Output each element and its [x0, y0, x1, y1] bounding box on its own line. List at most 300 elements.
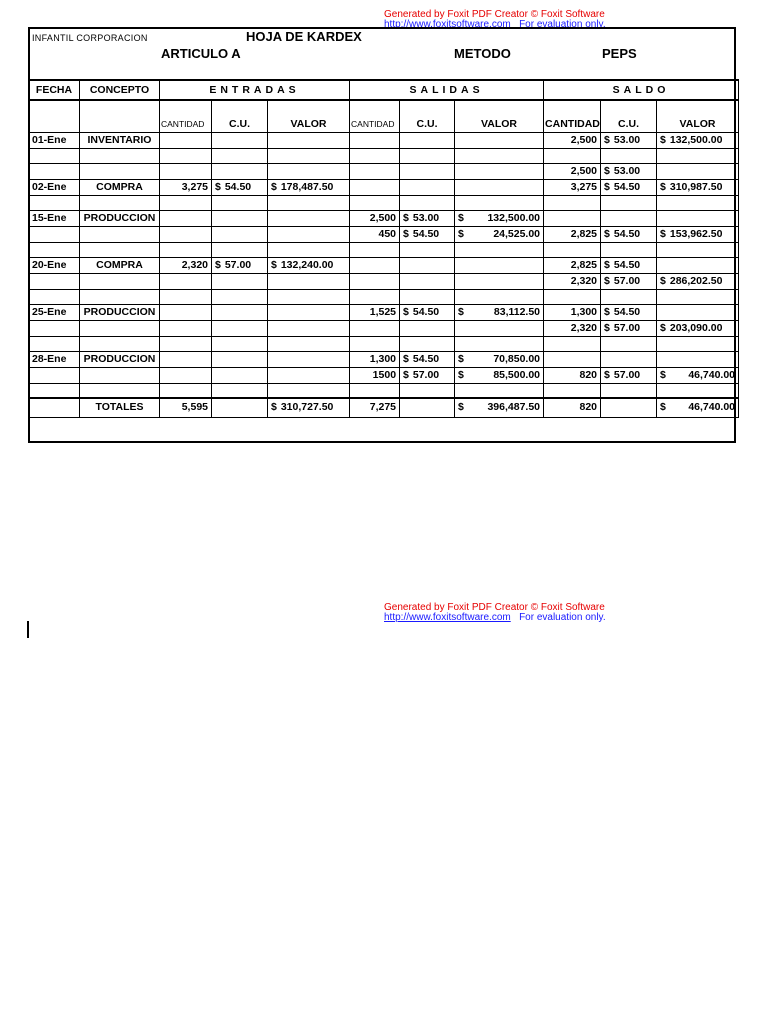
cell-out-cantidad: 2,500: [350, 210, 400, 226]
cell-in-valor: [268, 163, 350, 179]
cell-in-cantidad: [160, 210, 212, 226]
currency-sign: $: [403, 227, 409, 240]
cell-fecha: [29, 148, 80, 163]
table-row: [29, 367, 739, 383]
cell-s-valor: [657, 195, 739, 210]
amount: 85,500.00: [493, 368, 541, 381]
cell-s-cantidad: 2,825: [544, 257, 601, 273]
cell-out-cantidad: [350, 289, 400, 304]
cell-out-cu: [400, 257, 455, 273]
amount: 57.00: [613, 321, 641, 334]
cell-out-cu: [400, 273, 455, 289]
currency-sign: $: [215, 258, 221, 271]
cell-out-cantidad: [350, 179, 400, 195]
cell-concepto: [80, 148, 160, 163]
cell-out-cantidad: [350, 320, 400, 336]
table-row: [29, 163, 739, 179]
cell-out-cantidad: [350, 163, 400, 179]
amount: 57.00: [613, 274, 641, 287]
cell-concepto: PRODUCCION: [80, 210, 160, 226]
cell-s-valor: [657, 132, 739, 148]
amount: 46,740.00: [688, 401, 736, 414]
amount: 54.50: [613, 258, 641, 271]
cell-s-valor: [657, 289, 739, 304]
amount: 286,202.50: [669, 274, 723, 287]
page-title: HOJA DE KARDEX: [246, 29, 362, 44]
currency-sign: $: [660, 180, 666, 193]
header-blank: [80, 100, 160, 132]
cell-s-valor: [657, 226, 739, 242]
amount: 203,090.00: [669, 321, 723, 334]
cell-in-valor: [268, 132, 350, 148]
cell-out-cu: [400, 195, 455, 210]
cell-in-cantidad: [160, 148, 212, 163]
totals-label: TOTALES: [80, 398, 160, 417]
cell-s-valor: [657, 148, 739, 163]
cell-in-cu: [212, 351, 268, 367]
cell-in-cantidad: [160, 195, 212, 210]
cell-fecha: [29, 163, 80, 179]
cell-in-cu: [212, 257, 268, 273]
cell-out-cu: [400, 320, 455, 336]
cell-s-cantidad: [544, 148, 601, 163]
header-row-groups: [29, 80, 739, 100]
cell-in-valor: [268, 320, 350, 336]
cell-s-cu: [601, 320, 657, 336]
cell-in-cu: [212, 195, 268, 210]
currency-sign: $: [604, 164, 610, 177]
cell-fecha: 02-Ene: [29, 179, 80, 195]
cell-s-cu: [601, 336, 657, 351]
cell-in-valor: [268, 148, 350, 163]
cell-in-cantidad: [160, 132, 212, 148]
amount: 310,987.50: [669, 180, 723, 193]
cell-in-cantidad: [160, 289, 212, 304]
amount: 178,487.50: [280, 180, 334, 193]
amount: 53.00: [613, 164, 641, 177]
cell-out-cu: [400, 242, 455, 257]
amount: 132,240.00: [280, 258, 334, 271]
cell-s-cu: [601, 257, 657, 273]
currency-sign: $: [604, 321, 610, 334]
cell-s-cantidad: 2,320: [544, 273, 601, 289]
currency-sign: $: [403, 352, 409, 365]
cell-fecha: [29, 242, 80, 257]
cell-s-cantidad: [544, 195, 601, 210]
currency-sign: $: [604, 368, 610, 381]
cell-in-valor: [268, 210, 350, 226]
cell-in-cu: [212, 226, 268, 242]
watermark-note: For evaluation only.: [519, 612, 606, 623]
watermark-note: For evaluation only.: [519, 19, 606, 30]
cell-fecha: [29, 273, 80, 289]
amount: 53.00: [613, 133, 641, 146]
col-in-cantidad: CANTIDAD: [160, 100, 212, 132]
cell-out-cu: [400, 304, 455, 320]
cell-out-valor: [455, 179, 544, 195]
currency-sign: $: [660, 368, 666, 381]
cell-s-cu: [601, 179, 657, 195]
cell-out-cu: [400, 210, 455, 226]
cell-in-cantidad: [160, 367, 212, 383]
totals-s-valor: [657, 398, 739, 417]
header-row-fields: [29, 100, 739, 132]
cell-concepto: PRODUCCION: [80, 304, 160, 320]
cell-in-cantidad: [160, 351, 212, 367]
cell-in-valor: [268, 257, 350, 273]
article-label: ARTICULO A: [161, 46, 241, 61]
cell-s-cantidad: 1,300: [544, 304, 601, 320]
company-name: INFANTIL CORPORACION: [32, 33, 148, 43]
table-row: [29, 195, 739, 210]
cell-s-valor: [657, 242, 739, 257]
watermark-line: Generated by Foxit PDF Creator © Foxit Software: [384, 9, 605, 20]
currency-sign: $: [403, 305, 409, 318]
cell-in-valor: [268, 351, 350, 367]
cell-out-cantidad: 450: [350, 226, 400, 242]
cell-s-valor: [657, 336, 739, 351]
cell-in-cu: [212, 273, 268, 289]
cell-s-cantidad: [544, 242, 601, 257]
cell-fecha: [29, 320, 80, 336]
col-out-cantidad: CANTIDAD: [350, 100, 400, 132]
cell-s-cantidad: 2,825: [544, 226, 601, 242]
watermark-link-line: [384, 613, 606, 623]
col-s-cu: C.U.: [601, 100, 657, 132]
amount: 57.00: [613, 368, 641, 381]
cell-in-cantidad: [160, 304, 212, 320]
cell-concepto: [80, 242, 160, 257]
table-row: [29, 320, 739, 336]
table-row: [29, 289, 739, 304]
cell-fecha: 01-Ene: [29, 132, 80, 148]
text-cursor: [27, 621, 29, 638]
currency-sign: $: [271, 258, 277, 271]
cell-s-valor: [657, 257, 739, 273]
cell-in-valor: [268, 273, 350, 289]
cell-concepto: COMPRA: [80, 179, 160, 195]
cell-blank: [601, 398, 657, 417]
cell-fecha: [29, 383, 80, 398]
totals-out-cantidad: 7,275: [350, 398, 400, 417]
watermark-url[interactable]: http://www.foxitsoftware.com: [384, 612, 511, 623]
cell-concepto: [80, 320, 160, 336]
amount: 57.00: [224, 258, 252, 271]
cell-concepto: [80, 383, 160, 398]
cell-s-cu: [601, 195, 657, 210]
cell-s-cu: [601, 367, 657, 383]
cell-out-cantidad: 1500: [350, 367, 400, 383]
table-row: [29, 383, 739, 398]
cell-concepto: [80, 289, 160, 304]
cell-in-valor: [268, 383, 350, 398]
cell-fecha: [29, 195, 80, 210]
cell-out-cantidad: [350, 132, 400, 148]
header-blank: [29, 100, 80, 132]
currency-sign: $: [660, 227, 666, 240]
amount: 54.50: [613, 227, 641, 240]
amount: 54.50: [412, 227, 440, 240]
cell-concepto: [80, 226, 160, 242]
cell-fecha: 25-Ene: [29, 304, 80, 320]
col-saldo: SALDO: [544, 80, 739, 100]
cell-fecha: 20-Ene: [29, 257, 80, 273]
cell-in-valor: [268, 179, 350, 195]
cell-out-valor: [455, 132, 544, 148]
cell-s-cantidad: [544, 383, 601, 398]
amount: 57.00: [412, 368, 440, 381]
currency-sign: $: [458, 368, 464, 381]
cell-in-cu: [212, 210, 268, 226]
cell-out-valor: [455, 242, 544, 257]
table-row: [29, 304, 739, 320]
method-label: METODO: [454, 46, 511, 61]
col-out-cu: C.U.: [400, 100, 455, 132]
totals-s-cantidad: 820: [544, 398, 601, 417]
currency-sign: $: [604, 133, 610, 146]
cell-s-valor: [657, 320, 739, 336]
col-salidas: SALIDAS: [350, 80, 544, 100]
col-entradas: ENTRADAS: [160, 80, 350, 100]
cell-s-valor: [657, 179, 739, 195]
cell-out-valor: [455, 383, 544, 398]
amount: 396,487.50: [487, 401, 541, 414]
cell-s-valor: [657, 383, 739, 398]
cell-out-cantidad: 1,300: [350, 351, 400, 367]
cell-out-cantidad: [350, 242, 400, 257]
cell-s-valor: [657, 351, 739, 367]
currency-sign: $: [604, 258, 610, 271]
cell-out-valor: [455, 320, 544, 336]
currency-sign: $: [660, 274, 666, 287]
cell-out-valor: [455, 163, 544, 179]
cell-out-valor: [455, 336, 544, 351]
cell-in-cu: [212, 367, 268, 383]
amount: 46,740.00: [688, 368, 736, 381]
cell-out-valor: [455, 351, 544, 367]
cell-out-cu: [400, 289, 455, 304]
col-s-cantidad: CANTIDAD: [544, 100, 601, 132]
table-row: [29, 179, 739, 195]
currency-sign: $: [403, 368, 409, 381]
cell-out-valor: [455, 226, 544, 242]
method-value: PEPS: [602, 46, 637, 61]
cell-s-valor: [657, 210, 739, 226]
cell-s-cantidad: [544, 336, 601, 351]
cell-s-cantidad: 2,500: [544, 132, 601, 148]
cell-fecha: [29, 289, 80, 304]
currency-sign: $: [403, 211, 409, 224]
amount: 83,112.50: [493, 305, 541, 318]
cell-out-cu: [400, 163, 455, 179]
cell-fecha: 28-Ene: [29, 351, 80, 367]
cell-out-cu: [400, 383, 455, 398]
cell-out-cantidad: [350, 195, 400, 210]
col-in-cu: C.U.: [212, 100, 268, 132]
cell-s-valor: [657, 163, 739, 179]
cell-in-cantidad: [160, 320, 212, 336]
currency-sign: $: [458, 352, 464, 365]
cell-concepto: [80, 336, 160, 351]
cell-out-valor: [455, 273, 544, 289]
cell-in-cu: [212, 148, 268, 163]
cell-fecha: 15-Ene: [29, 210, 80, 226]
amount: 54.50: [412, 305, 440, 318]
table-row: [29, 148, 739, 163]
cell-concepto: [80, 163, 160, 179]
cell-in-valor: [268, 242, 350, 257]
cell-s-cantidad: [544, 351, 601, 367]
cell-s-valor: [657, 304, 739, 320]
cell-fecha: [29, 367, 80, 383]
currency-sign: $: [215, 180, 221, 193]
amount: 132,500.00: [487, 211, 541, 224]
cell-out-cu: [400, 336, 455, 351]
amount: 153,962.50: [669, 227, 723, 240]
cell-concepto: [80, 195, 160, 210]
cell-s-cantidad: 820: [544, 367, 601, 383]
cell-s-valor: [657, 273, 739, 289]
cell-concepto: [80, 367, 160, 383]
cell-s-cu: [601, 210, 657, 226]
table-row: [29, 132, 739, 148]
watermark-url[interactable]: http://www.foxitsoftware.com: [384, 19, 511, 30]
cell-out-valor: [455, 148, 544, 163]
watermark-bottom: [384, 603, 606, 623]
currency-sign: $: [458, 305, 464, 318]
cell-s-cu: [601, 132, 657, 148]
cell-in-valor: [268, 226, 350, 242]
currency-sign: $: [660, 321, 666, 334]
cell-out-valor: [455, 195, 544, 210]
cell-s-cu: [601, 163, 657, 179]
col-fecha: FECHA: [29, 80, 80, 100]
cell-in-valor: [268, 289, 350, 304]
cell-in-cantidad: 3,275: [160, 179, 212, 195]
cell-out-valor: [455, 289, 544, 304]
cell-s-cu: [601, 273, 657, 289]
cell-out-cu: [400, 351, 455, 367]
amount: 53.00: [412, 211, 440, 224]
cell-out-cu: [400, 132, 455, 148]
col-concepto: CONCEPTO: [80, 80, 160, 100]
table-row: [29, 226, 739, 242]
cell-in-valor: [268, 367, 350, 383]
totals-out-valor: [455, 398, 544, 417]
cell-out-cantidad: [350, 383, 400, 398]
cell-in-cu: [212, 163, 268, 179]
cell-s-cu: [601, 289, 657, 304]
amount: 54.50: [613, 180, 641, 193]
table-row: [29, 210, 739, 226]
cell-blank: [400, 398, 455, 417]
totals-in-cantidad: 5,595: [160, 398, 212, 417]
currency-sign: $: [458, 401, 464, 414]
amount: 132,500.00: [669, 133, 723, 146]
table-row: [29, 257, 739, 273]
totals-row: [29, 398, 739, 417]
cell-in-valor: [268, 336, 350, 351]
cell-concepto: INVENTARIO: [80, 132, 160, 148]
cell-out-valor: [455, 367, 544, 383]
cell-fecha: [29, 336, 80, 351]
table-row: [29, 351, 739, 367]
currency-sign: $: [604, 305, 610, 318]
cell-out-cu: [400, 179, 455, 195]
cell-fecha: [29, 226, 80, 242]
cell-out-cantidad: [350, 273, 400, 289]
col-out-valor: VALOR: [455, 100, 544, 132]
col-in-valor: VALOR: [268, 100, 350, 132]
cell-s-valor: [657, 367, 739, 383]
amount: 310,727.50: [280, 401, 334, 414]
table-row: [29, 273, 739, 289]
cell-out-cu: [400, 148, 455, 163]
cell-s-cantidad: [544, 210, 601, 226]
cell-s-cantidad: 2,320: [544, 320, 601, 336]
cell-in-cantidad: 2,320: [160, 257, 212, 273]
cell-in-cu: [212, 179, 268, 195]
cell-in-cantidad: [160, 383, 212, 398]
totals-in-valor: [268, 398, 350, 417]
cell-out-cantidad: [350, 148, 400, 163]
cell-in-valor: [268, 195, 350, 210]
cell-in-cantidad: [160, 242, 212, 257]
col-s-valor: VALOR: [657, 100, 739, 132]
currency-sign: $: [604, 227, 610, 240]
cell-in-cu: [212, 132, 268, 148]
cell-out-cantidad: [350, 257, 400, 273]
cell-out-cu: [400, 226, 455, 242]
cell-s-cantidad: [544, 289, 601, 304]
currency-sign: $: [604, 180, 610, 193]
cell-blank: [29, 398, 80, 417]
cell-s-cu: [601, 304, 657, 320]
cell-in-cu: [212, 336, 268, 351]
cell-in-cantidad: [160, 336, 212, 351]
cell-s-cantidad: 3,275: [544, 179, 601, 195]
cell-out-cantidad: [350, 336, 400, 351]
cell-blank: [212, 398, 268, 417]
amount: 54.50: [224, 180, 252, 193]
amount: 54.50: [613, 305, 641, 318]
amount: 54.50: [412, 352, 440, 365]
cell-in-cu: [212, 383, 268, 398]
cell-out-valor: [455, 210, 544, 226]
amount: 70,850.00: [493, 352, 541, 365]
cell-concepto: [80, 273, 160, 289]
table-row: [29, 336, 739, 351]
cell-s-cu: [601, 226, 657, 242]
cell-s-cu: [601, 148, 657, 163]
cell-out-cu: [400, 367, 455, 383]
cell-in-valor: [268, 304, 350, 320]
cell-s-cu: [601, 383, 657, 398]
cell-in-cantidad: [160, 163, 212, 179]
currency-sign: $: [660, 133, 666, 146]
cell-in-cantidad: [160, 273, 212, 289]
kardex-table: [28, 79, 739, 418]
cell-in-cantidad: [160, 226, 212, 242]
currency-sign: $: [458, 211, 464, 224]
cell-s-cu: [601, 351, 657, 367]
table-row: [29, 242, 739, 257]
cell-out-cantidad: 1,525: [350, 304, 400, 320]
currency-sign: $: [660, 401, 666, 414]
currency-sign: $: [458, 227, 464, 240]
cell-out-valor: [455, 304, 544, 320]
currency-sign: $: [271, 401, 277, 414]
